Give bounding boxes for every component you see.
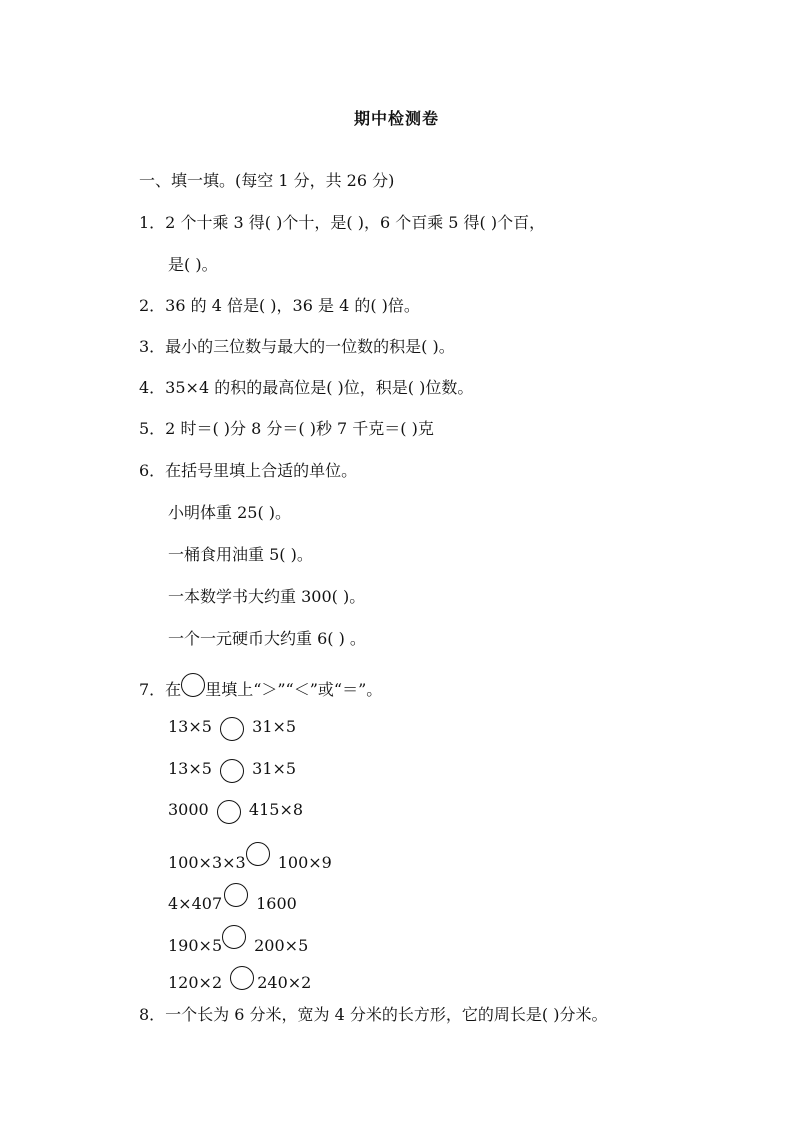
comparison-circle-blank[interactable] <box>220 759 244 783</box>
comparison-row <box>168 716 296 741</box>
comparison-circle-blank[interactable] <box>224 883 248 907</box>
question-6-item: 一个一元硬币大约重 6( ) 。 <box>168 629 366 648</box>
section-heading: 一、填一填。(每空 1 分，共 26 分) <box>139 171 395 190</box>
question-7-stem <box>139 673 382 701</box>
comparison-right: 31×5 <box>252 759 297 778</box>
question-6-item: 一桶食用油重 5( )。 <box>168 545 313 564</box>
comparison-right: 415×8 <box>248 800 304 819</box>
question-8: 8．一个长为 6 分米，宽为 4 分米的长方形，它的周长是( )分米。 <box>139 1005 608 1024</box>
comparison-left: 190×5 <box>168 936 223 955</box>
comparison-left: 13×5 <box>168 717 212 736</box>
question-6-stem: 6．在括号里填上合适的单位。 <box>139 461 358 480</box>
question-2: 2．36 的 4 倍是( )，36 是 4 的( )倍。 <box>139 296 420 315</box>
question-3: 3．最小的三位数与最大的一位数的积是( )。 <box>139 337 455 356</box>
comparison-right: 200×5 <box>254 936 309 955</box>
question-7-stem-suffix: 里填上“＞”“＜”或“＝”。 <box>205 680 383 699</box>
comparison-right: 240×2 <box>257 973 312 992</box>
question-1-line-2: 是( )。 <box>168 255 218 274</box>
comparison-left: 13×5 <box>168 759 212 778</box>
page-title: 期中检测卷 <box>353 109 439 128</box>
comparison-row <box>168 883 297 915</box>
question-1-line-1: 1．2 个十乘 3 得( )个十，是( )，6 个百乘 5 得( )个百， <box>139 213 546 232</box>
comparison-circle-blank[interactable] <box>220 717 244 741</box>
question-4: 4．35×4 的积的最高位是( )位，积是( )位数。 <box>139 378 474 397</box>
comparison-left: 4×407 <box>168 894 223 913</box>
comparison-row <box>168 842 332 874</box>
comparison-circle-blank[interactable] <box>217 800 241 824</box>
comparison-circle-blank[interactable] <box>246 842 270 866</box>
question-7-stem-prefix: 7．在 <box>139 680 182 699</box>
comparison-left: 3000 <box>168 800 209 819</box>
comparison-right: 100×9 <box>277 853 332 872</box>
question-6-item: 小明体重 25( )。 <box>168 503 292 522</box>
question-6-item: 一本数学书大约重 300( )。 <box>168 587 366 606</box>
comparison-right: 1600 <box>256 894 297 913</box>
comparison-circle-blank[interactable] <box>222 925 246 949</box>
comparison-right: 31×5 <box>252 717 297 736</box>
circle-blank-icon <box>181 673 205 697</box>
comparison-left: 120×2 <box>168 973 223 992</box>
question-5: 5．2 时＝( )分 8 分＝( )秒 7 千克＝( )克 <box>139 419 434 438</box>
comparison-row <box>168 966 311 994</box>
comparison-row <box>168 758 296 783</box>
comparison-left: 100×3×3 <box>168 853 246 872</box>
comparison-row <box>168 799 303 824</box>
comparison-circle-blank[interactable] <box>230 966 254 990</box>
comparison-row <box>168 925 308 957</box>
